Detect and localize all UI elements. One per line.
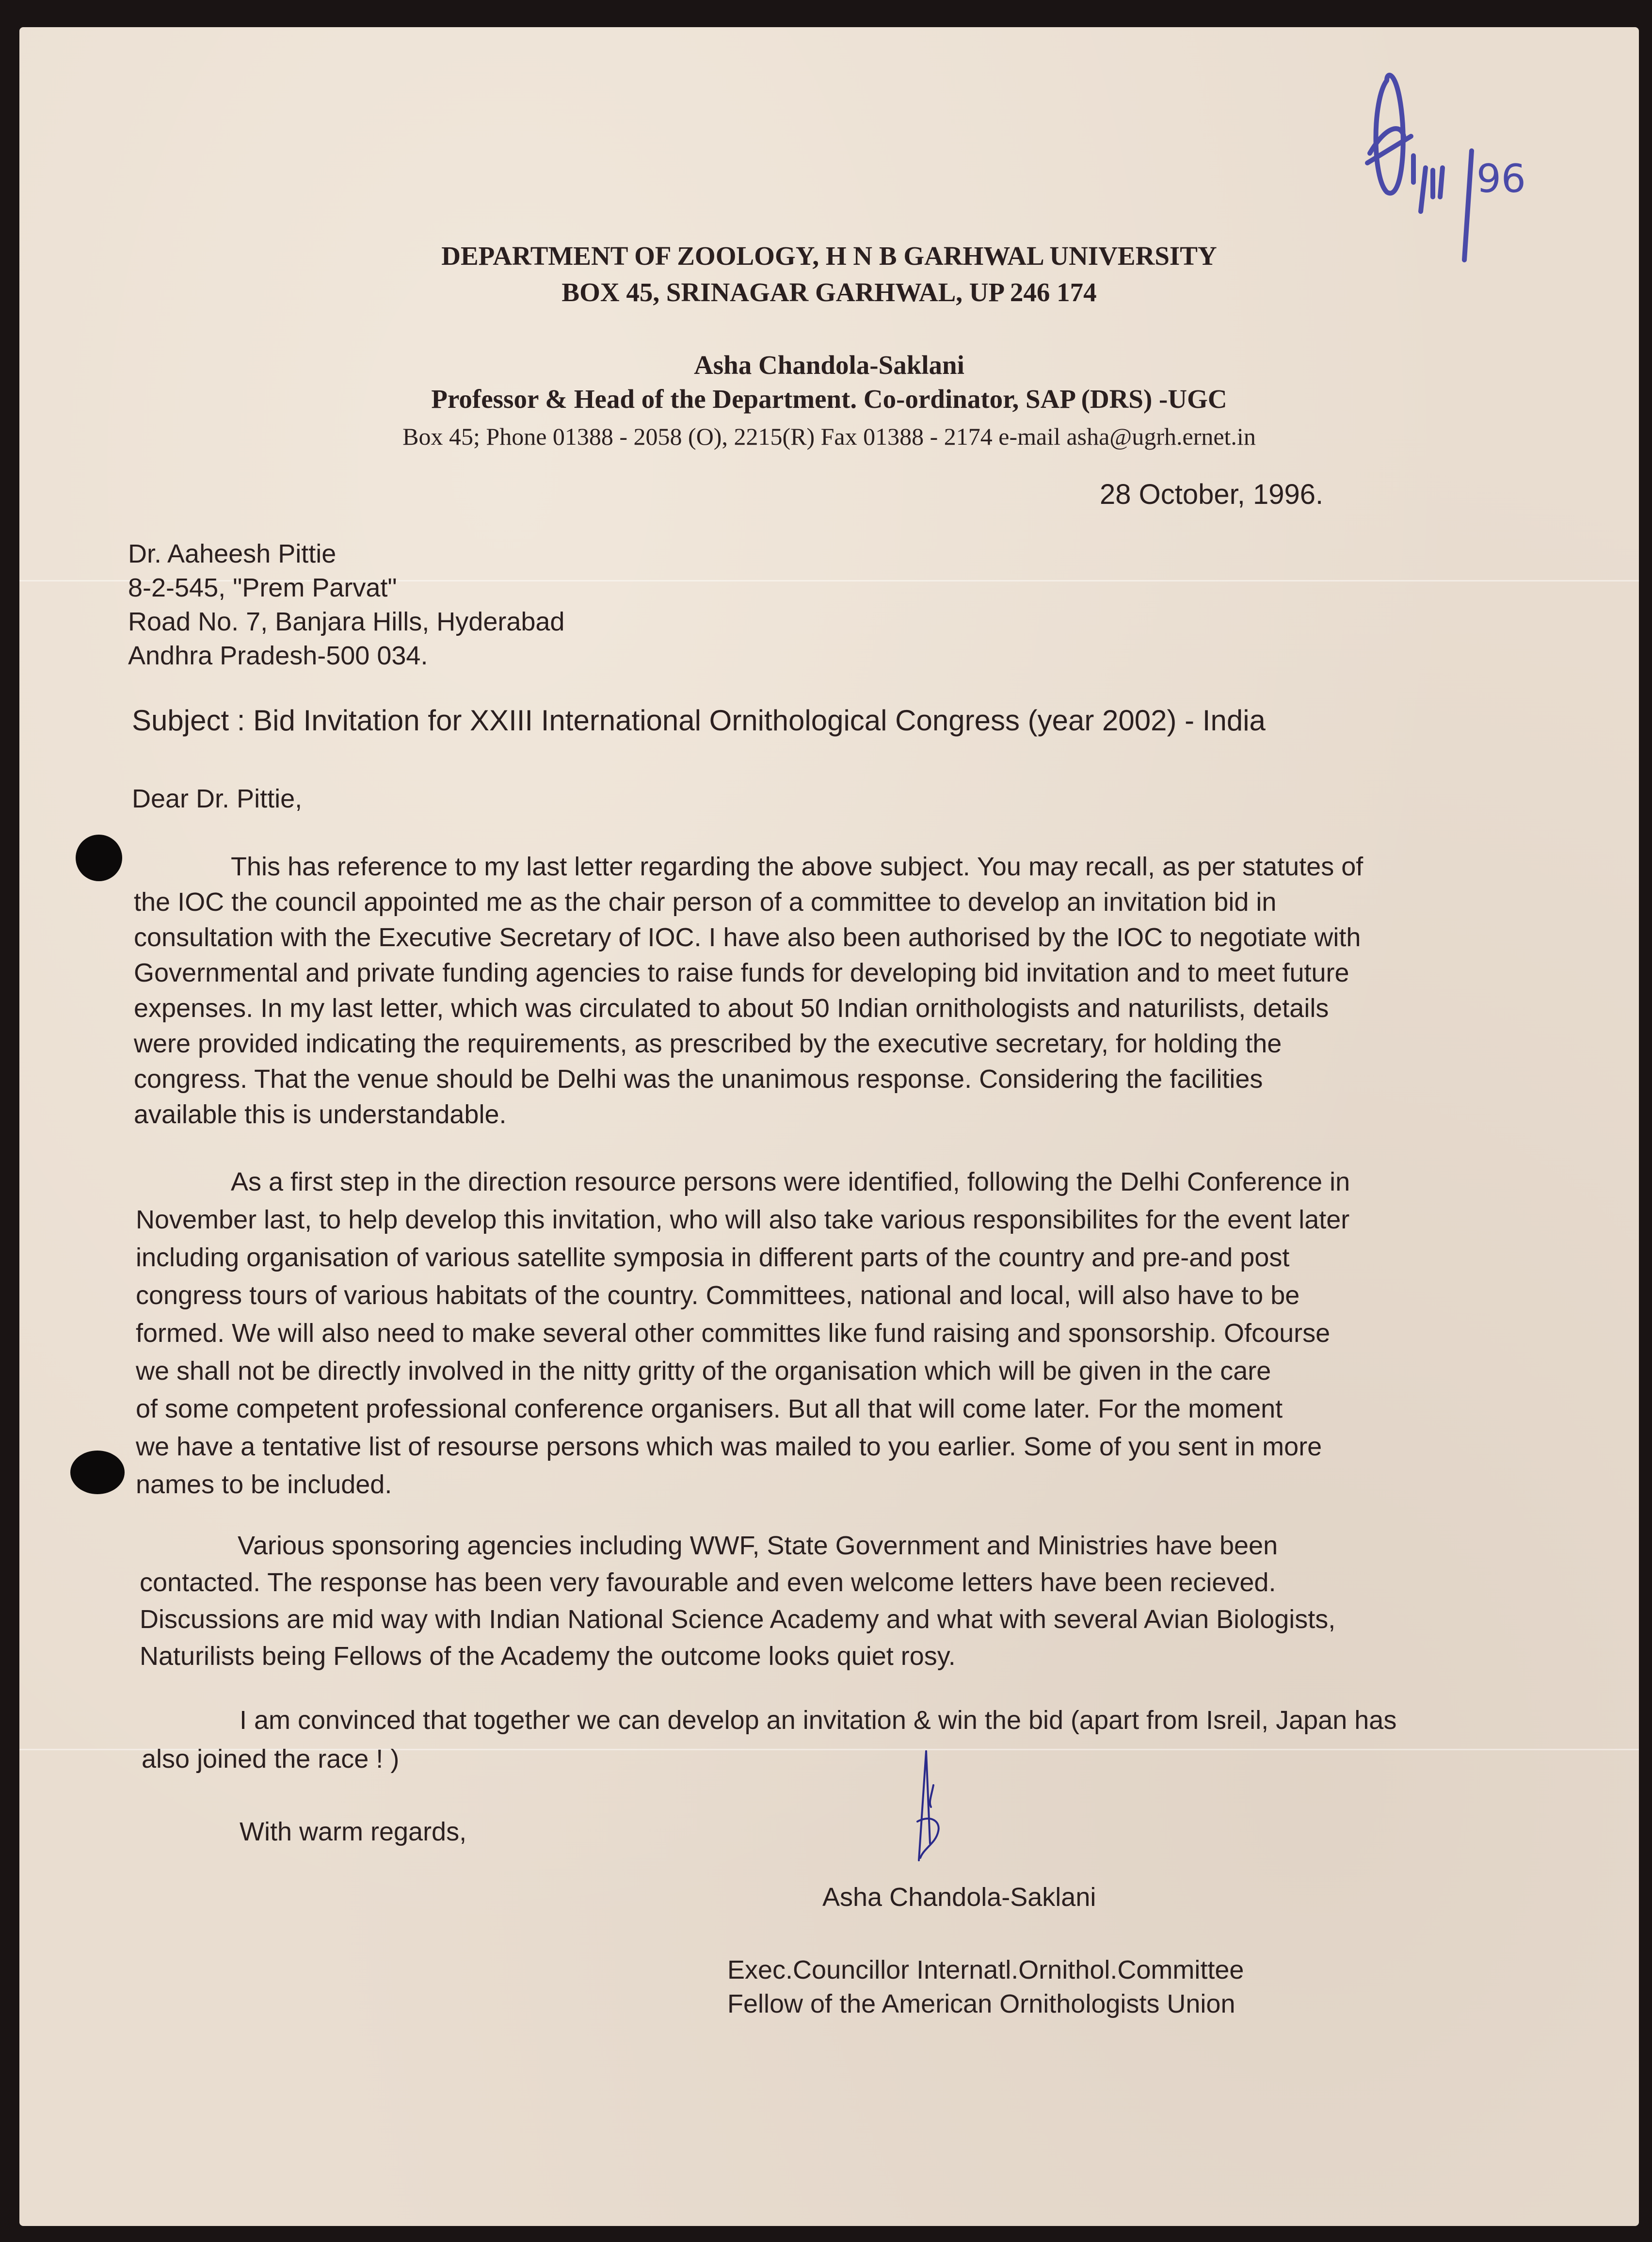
signatory-role: Exec.Councillor Internatl.Ornithol.Committee: [727, 1955, 1244, 1984]
punch-hole: [76, 835, 122, 881]
letter-date: 28 October, 1996.: [1100, 479, 1324, 510]
paragraph-line: Naturilists being Fellows of the Academy the outcome looks quiet rosy.: [140, 1642, 956, 1671]
recipient-line: Road No. 7, Banjara Hills, Hyderabad: [128, 607, 565, 636]
handwritten-year: 96: [1476, 156, 1526, 201]
recipient-line: 8-2-545, "Prem Parvat": [128, 573, 397, 602]
paragraph-line: expenses. In my last letter, which was circulated to about 50 Indian ornithologists and naturilists, details: [134, 994, 1329, 1023]
punch-hole: [70, 1451, 125, 1494]
letterhead-title: Professor & Head of the Department. Co-ordinator, SAP (DRS) -UGC: [431, 384, 1227, 414]
paragraph-line: also joined the race ! ): [142, 1744, 400, 1774]
recipient-line: Dr. Aaheesh Pittie: [128, 539, 337, 568]
paragraph-line: of some competent professional conference organisers. But all that will come later. For the moment: [136, 1394, 1283, 1423]
paragraph-line: This has reference to my last letter regarding the above subject. You may recall, as per statutes of: [231, 852, 1363, 881]
signatory-role: Fellow of the American Ornithologists Union: [727, 1989, 1235, 2018]
paragraph-line: we shall not be directly involved in the nitty gritty of the organisation which will be given in the care: [136, 1356, 1271, 1386]
paragraph-line: November last, to help develop this invitation, who will also take various responsibilites for the event later: [136, 1205, 1350, 1234]
handwritten-initials-date: [1367, 51, 1561, 255]
letter-page: [19, 27, 1639, 2226]
paragraph-line: available this is understandable.: [134, 1100, 507, 1129]
closing: With warm regards,: [240, 1817, 467, 1846]
paragraph-line: Various sponsoring agencies including WWF, State Government and Ministries have been: [238, 1531, 1278, 1560]
paragraph-line: we have a tentative list of resourse persons which was mailed to you earlier. Some of you sent in more: [136, 1432, 1322, 1461]
paragraph-line: congress tours of various habitats of the country. Committees, national and local, will also have to be: [136, 1281, 1300, 1310]
paragraph-line: formed. We will also need to make several other committes like fund raising and sponsorship. Ofcourse: [136, 1319, 1331, 1348]
salutation: Dear Dr. Pittie,: [132, 784, 303, 813]
paragraph-line: were provided indicating the requirements, as prescribed by the executive secretary, for holding the: [134, 1029, 1282, 1058]
paragraph-line: names to be included.: [136, 1470, 392, 1499]
letterhead-department: DEPARTMENT OF ZOOLOGY, H N B GARHWAL UNIVERSITY: [441, 241, 1217, 271]
letterhead-contact: Box 45; Phone 01388 - 2058 (O), 2215(R) Fax 01388 - 2174 e-mail asha@ugrh.ernet.in: [402, 423, 1256, 450]
paragraph-line: congress. That the venue should be Delhi was the unanimous response. Considering the facilities: [134, 1065, 1263, 1094]
paragraph-line: I am convinced that together we can develop an invitation & win the bid (apart from Isreil, Japan has: [240, 1706, 1397, 1735]
paragraph-line: the IOC the council appointed me as the chair person of a committee to develop an invitation bid in: [134, 887, 1277, 917]
signatory-name: Asha Chandola-Saklani: [822, 1883, 1096, 1912]
letter-subject: Subject : Bid Invitation for XXIII International Ornithological Congress (year 2002) - India: [132, 704, 1266, 737]
signature: [912, 1749, 970, 1870]
paragraph-line: contacted. The response has been very favourable and even welcome letters have been recieved.: [140, 1568, 1276, 1597]
paragraph-line: consultation with the Executive Secretary of IOC. I have also been authorised by the IOC to negotiate with: [134, 923, 1361, 952]
letterhead-address: BOX 45, SRINAGAR GARHWAL, UP 246 174: [561, 277, 1097, 307]
paragraph-line: Governmental and private funding agencies to raise funds for developing bid invitation and to meet future: [134, 958, 1349, 987]
paragraph-line: Discussions are mid way with Indian National Science Academy and what with several Avian Biologists,: [140, 1605, 1336, 1634]
paragraph-line: As a first step in the direction resource persons were identified, following the Delhi Conference in: [231, 1167, 1350, 1196]
letterhead-name: Asha Chandola-Saklani: [694, 350, 964, 380]
recipient-line: Andhra Pradesh-500 034.: [128, 641, 428, 670]
paragraph-line: including organisation of various satellite symposia in different parts of the country and pre-and post: [136, 1243, 1290, 1272]
